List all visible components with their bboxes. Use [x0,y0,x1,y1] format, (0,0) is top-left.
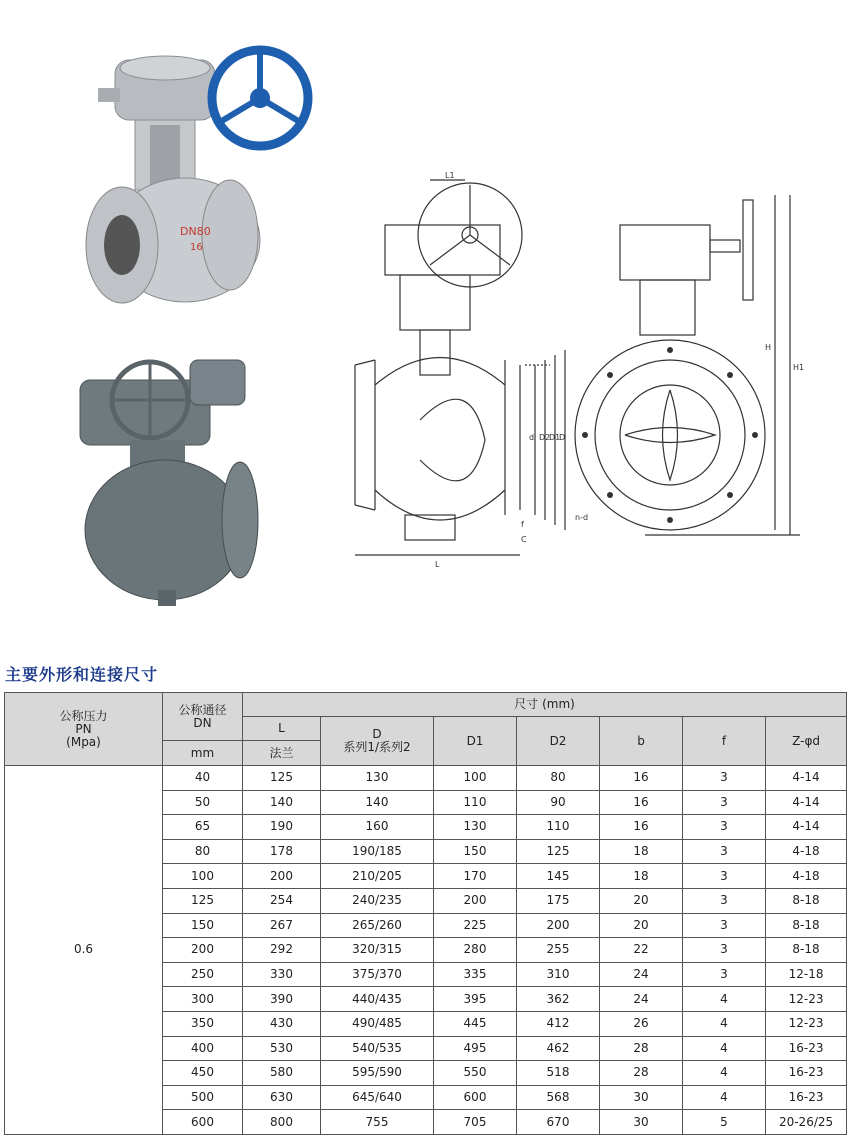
table-cell: 90 [517,790,600,815]
table-cell: 100 [163,864,243,889]
table-cell: 450 [163,1061,243,1086]
table-cell: 240/235 [321,888,434,913]
header-d2: D2 [517,717,600,766]
table-cell: 30 [600,1085,683,1110]
table-cell: 140 [321,790,434,815]
table-cell: 705 [434,1110,517,1135]
table-cell: 8-18 [766,938,847,963]
table-cell: 4-14 [766,766,847,791]
table-cell: 595/590 [321,1061,434,1086]
table-cell: 16 [600,790,683,815]
table-cell: 125 [243,766,321,791]
valve-dimension-drawing [345,170,840,570]
table-cell: 30 [600,1110,683,1135]
table-cell: 110 [434,790,517,815]
table-cell: 200 [517,913,600,938]
table-cell: 4 [683,1085,766,1110]
table-cell: 645/640 [321,1085,434,1110]
table-cell: 22 [600,938,683,963]
table-cell: 800 [243,1110,321,1135]
dim-label-D: D [559,433,566,442]
dim-label-d2: D2 [539,433,551,442]
table-cell: 4 [683,987,766,1012]
pn-value: 0.6 [5,766,163,1135]
table-cell: 28 [600,1036,683,1061]
table-cell: 110 [517,815,600,840]
table-row [5,766,847,791]
table-cell: 125 [517,839,600,864]
table-cell: 200 [434,888,517,913]
table-cell: 500 [163,1085,243,1110]
table-cell: 3 [683,839,766,864]
table-cell: 540/535 [321,1036,434,1061]
table-cell: 18 [600,864,683,889]
table-cell: 175 [517,888,600,913]
handwheel-icon [212,50,308,146]
dim-label-nd: n-d [575,513,589,522]
table-cell: 530 [243,1036,321,1061]
body-marking-dn: DN80 [180,225,211,238]
table-cell: 100 [434,766,517,791]
table-cell: 190/185 [321,839,434,864]
table-cell: 40 [163,766,243,791]
table-cell: 18 [600,839,683,864]
dim-label-c: C [521,535,527,544]
table-cell: 250 [163,962,243,987]
table-cell: 16 [600,815,683,840]
table-cell: 16-23 [766,1036,847,1061]
table-cell: 200 [243,864,321,889]
table-cell: 8-18 [766,913,847,938]
table-cell: 4 [683,1011,766,1036]
table-cell: 3 [683,815,766,840]
table-cell: 12-18 [766,962,847,987]
table-cell: 280 [434,938,517,963]
table-cell: 130 [321,766,434,791]
table-cell: 150 [163,913,243,938]
header-f: f [683,717,766,766]
gear-operated-valve-photo [80,40,320,315]
table-cell: 140 [243,790,321,815]
dim-label-f: f [521,520,524,529]
table-cell: 462 [517,1036,600,1061]
table-cell: 16-23 [766,1085,847,1110]
table-cell: 600 [434,1085,517,1110]
electric-actuated-valve-photo [70,340,265,610]
header-dn: 公称通径 DN [163,693,243,741]
table-cell: 12-23 [766,987,847,1012]
table-cell: 28 [600,1061,683,1086]
table-cell: 3 [683,938,766,963]
dim-label-d1: D1 [549,433,561,442]
table-cell: 20-26/25 [766,1110,847,1135]
table-cell: 490/485 [321,1011,434,1036]
table-cell: 80 [517,766,600,791]
table-cell: 440/435 [321,987,434,1012]
table-cell: 3 [683,962,766,987]
section-title: 主要外形和连接尺寸 [5,665,159,684]
table-cell: 310 [517,962,600,987]
table-cell: 390 [243,987,321,1012]
table-cell: 445 [434,1011,517,1036]
header-b: b [600,717,683,766]
header-dn-unit: mm [163,741,243,766]
table-cell: 330 [243,962,321,987]
table-cell: 495 [434,1036,517,1061]
table-cell: 400 [163,1036,243,1061]
table-cell: 395 [434,987,517,1012]
table-cell: 3 [683,864,766,889]
header-pn: 公称压力 PN (Mpa) [5,693,163,766]
table-cell: 80 [163,839,243,864]
table-cell: 254 [243,888,321,913]
table-cell: 3 [683,766,766,791]
table-cell: 200 [163,938,243,963]
table-cell: 3 [683,888,766,913]
table-cell: 580 [243,1061,321,1086]
table-cell: 24 [600,987,683,1012]
table-cell: 755 [321,1110,434,1135]
table-cell: 518 [517,1061,600,1086]
table-cell: 50 [163,790,243,815]
table-cell: 8-18 [766,888,847,913]
dim-label-h: H [765,343,772,352]
table-cell: 130 [434,815,517,840]
table-cell: 26 [600,1011,683,1036]
table-cell: 125 [163,888,243,913]
header-l: L [243,717,321,741]
table-cell: 160 [321,815,434,840]
table-cell: 3 [683,913,766,938]
table-cell: 210/205 [321,864,434,889]
table-cell: 150 [434,839,517,864]
table-cell: 630 [243,1085,321,1110]
table-cell: 265/260 [321,913,434,938]
table-cell: 320/315 [321,938,434,963]
table-cell: 145 [517,864,600,889]
table-cell: 300 [163,987,243,1012]
table-cell: 568 [517,1085,600,1110]
table-cell: 670 [517,1110,600,1135]
dim-label-h1: H1 [793,363,805,372]
table-cell: 4-14 [766,815,847,840]
table-cell: 4-18 [766,864,847,889]
actuator-handwheel-icon [112,362,188,438]
table-cell: 12-23 [766,1011,847,1036]
header-z-phi-d: Z-φd [766,717,847,766]
header-l-flange: 法兰 [243,741,321,766]
table-cell: 4 [683,1036,766,1061]
table-cell: 600 [163,1110,243,1135]
dim-label-l1: L1 [445,171,455,180]
table-cell: 362 [517,987,600,1012]
table-cell: 3 [683,790,766,815]
table-cell: 65 [163,815,243,840]
table-cell: 267 [243,913,321,938]
dimension-table [4,692,847,1135]
table-cell: 4-18 [766,839,847,864]
table-cell: 335 [434,962,517,987]
table-cell: 292 [243,938,321,963]
dim-label-d: d [529,433,535,442]
table-cell: 16 [600,766,683,791]
table-cell: 178 [243,839,321,864]
table-cell: 170 [434,864,517,889]
table-cell: 225 [434,913,517,938]
table-cell: 550 [434,1061,517,1086]
table-cell: 4-14 [766,790,847,815]
table-cell: 375/370 [321,962,434,987]
table-cell: 255 [517,938,600,963]
header-d1: D1 [434,717,517,766]
table-cell: 350 [163,1011,243,1036]
table-cell: 412 [517,1011,600,1036]
table-cell: 24 [600,962,683,987]
table-cell: 5 [683,1110,766,1135]
table-cell: 16-23 [766,1061,847,1086]
table-cell: 20 [600,913,683,938]
table-cell: 430 [243,1011,321,1036]
table-cell: 20 [600,888,683,913]
table-cell: 190 [243,815,321,840]
dim-label-l: L [435,560,440,569]
body-marking-pn: 16 [190,242,203,253]
table-cell: 4 [683,1061,766,1086]
header-d: D 系列1/系列2 [321,717,434,766]
header-size: 尺寸 (mm) [243,693,847,717]
